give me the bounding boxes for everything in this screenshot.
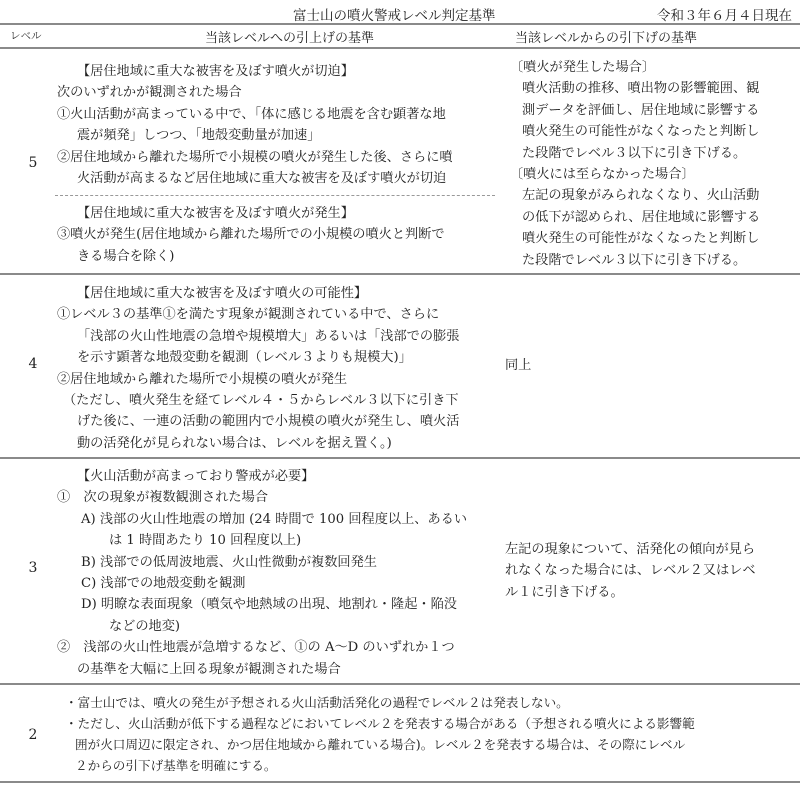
raise-criteria: 【火山活動が高まっており警戒が必要】 ① 次の現象が複数観測された場合 A) 浅部の火山性地震の増加 (24 時間で 100 回程度以上、あるい は 1 時間あたり 10 回程度以上) B) 浅部での低周波地震、火山性微動が複数回発生 C) 浅部での地殻変動を観測 D) 明瞭な表面現象（噴気や地熱域の出現、地割れ・隆起・陥没 などの地変) ② 浅部の火山性地震が急増するなど、①の A〜D のいずれか１つ の基準を大幅に上回る現象が観測された場合 <box>57 469 468 677</box>
lower-criteria: 同上 <box>505 358 532 373</box>
divider <box>0 23 800 25</box>
document-date: 令和３年６月４日現在 <box>657 8 792 24</box>
dashed-divider <box>55 195 495 196</box>
level-number: 4 <box>28 356 38 372</box>
level-number: 3 <box>28 560 38 576</box>
column-header-level: レベル <box>10 30 42 42</box>
divider <box>0 781 800 783</box>
raise-criteria-imminent: 【居住地域に重大な被害を及ぼす噴火が切迫】 次のいずれかが観測された場合 ①火山活動が高まっている中で、「体に感じる地震を含む顕著な地 震が頻発」しつつ、「地殻変動量が加速」 ②居住地域から離れた場所で小規模の噴火が発生した後、さらに噴 火活動が高まるなど居住地域に重大な被害を及ぼす噴火が切迫 <box>57 64 453 187</box>
raise-criteria-eruption: 【居住地域に重大な被害を及ぼす噴火が発生】 ③噴火が発生(居住地域から離れた場所での小規模の噴火と判断で きる場合を除く) <box>57 206 445 264</box>
column-header-raise: 当該レベルへの引上げの基準 <box>205 31 375 46</box>
divider <box>0 47 800 49</box>
lower-criteria: 〔噴火が発生した場合〕 噴火活動の推移、噴出物の影響範囲、観 測データを評価し、居住地域に影響する 噴火発生の可能性がなくなったと判断し た段階でレベル３以下に引き下げる。 〔噴火には至らなかった場合〕 左記の現象がみられなくなり、火山活動 の低下が認められ、居住地域に影響する 噴火発生の可能性がなくなったと判断し た段階でレベル３以下に引き下げる。 <box>510 60 761 268</box>
column-header-lower: 当該レベルからの引下げの基準 <box>515 31 698 46</box>
divider <box>0 683 800 685</box>
divider <box>0 457 800 459</box>
raise-criteria: 【居住地域に重大な被害を及ぼす噴火の可能性】 ①レベル３の基準①を満たす現象が観測されている中で、さらに 「浅部の火山性地震の急増や規模増大」あるいは「浅部での膨張 を示す顕著な地殻変動を観測（レベル３よりも規模大)」 ②居住地域から離れた場所で小規模の噴火が発生 （ただし、噴火発生を経てレベル４・５からレベル３以下に引き下 げた後に、一連の活動の範囲内で小規模の噴火が発生し、噴火活 動の活発化が見られない場合は、レベルを据え置く。) <box>57 286 460 451</box>
lower-criteria: 左記の現象について、活発化の傾向が見ら れなくなった場合には、レベル２又はレベ ル１に引き下げる。 <box>505 542 756 600</box>
level-2-notes: ・富士山では、噴火の発生が予想される火山活動活発化の過程でレベル２は発表しない。 ・ただし、火山活動が低下する過程などにおいてレベル２を発表する場合がある（予想される噴火による影響範 囲が火口周辺に限定され、かつ居住地域から離れている場合)。レベル２を発表する場合は、その際にレベル ２からの引下げ基準を明確にする。 <box>65 695 695 773</box>
document-title: 富士山の噴火警戒レベル判定基準 <box>293 8 496 24</box>
divider <box>0 273 800 275</box>
level-number: 2 <box>28 727 38 743</box>
level-number: 5 <box>28 155 38 171</box>
